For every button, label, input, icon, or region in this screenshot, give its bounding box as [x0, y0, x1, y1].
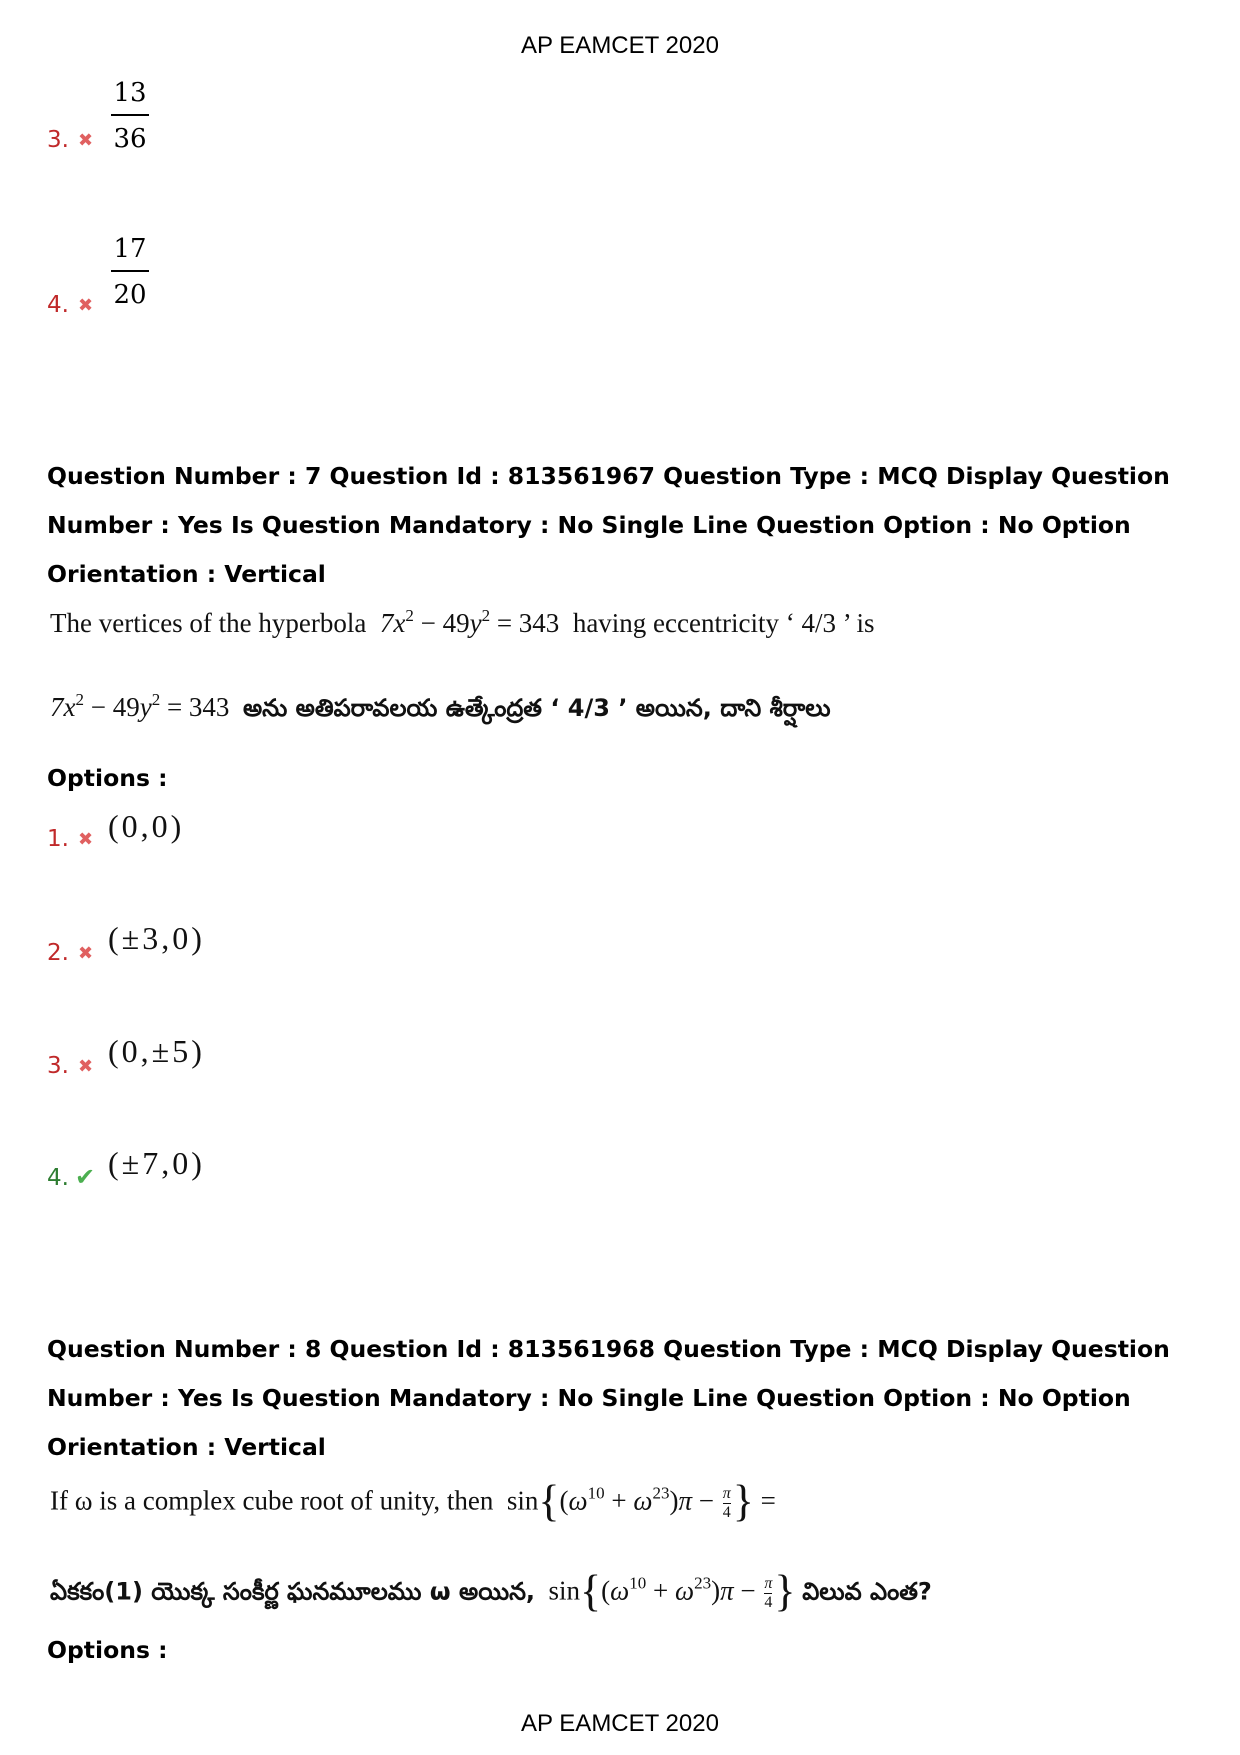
option-value: (0,0) [108, 808, 185, 844]
option-value: (0,±5) [108, 1033, 205, 1069]
fraction-denominator: 20 [113, 280, 147, 310]
question-text-prefix: If ω is a complex cube root of unity, then [50, 1485, 494, 1516]
page-header: AP EAMCET 2020 [521, 32, 719, 59]
option-number: 2. [47, 940, 69, 966]
question-8-meta: Question Number : 8 Question Id : 813561968 Question Type : MCQ Display Question Number : Yes Is Question Mandatory : No Single Line Question Option : No Option Orientation : Vertical [47, 1335, 1170, 1461]
wrong-mark-icon: ✖ [78, 295, 94, 316]
question-8-text-english: If ω is a complex cube root of unity, then $\sin\{(\omega^{10} + \omega^{23})\pi - \frac{\pi}{4}$ } = [50, 1476, 776, 1526]
option-number: 4. [47, 292, 69, 318]
question-text-telugu-suffix: అను అతిపరావలయ ఉత్కేంద్రత ‘ 4/3 ’ అయిన, దాని శీర్షాలు [242, 694, 831, 722]
correct-check-icon: ✔ [75, 1163, 96, 1191]
options-label: Options : [47, 1636, 168, 1664]
page-footer: AP EAMCET 2020 [521, 1710, 719, 1737]
option-number: 1. [47, 826, 69, 852]
question-7-text-english: The vertices of the hyperbola $7x^2 - 49y^2 = 343$ having eccentricity ‘ 4/3 ’ is [50, 606, 875, 638]
wrong-mark-icon: ✖ [78, 1056, 94, 1077]
question-8-text-telugu: ఏకకం(1) యొక్క సంకీర్ణ ఘనమూలము ω అయిన, $\sin\{(\omega^{10} + \omega^{23})\pi - \frac{\pi}{4}$ } విలువ ఎంత? [50, 1566, 932, 1616]
option-value: (±7,0) [108, 1145, 205, 1181]
option-number: 3. [47, 127, 69, 153]
fraction-bar [111, 114, 149, 116]
options-label: Options : [47, 764, 168, 792]
question-7-text-telugu: $7x^2 - 49y^2 = 343$ అను అతిపరావలయ ఉత్కేంద్రత ‘ 4/3 ’ అయిన, దాని శీర్షాలు [50, 690, 831, 722]
wrong-mark-icon: ✖ [78, 130, 94, 151]
wrong-mark-icon: ✖ [78, 829, 94, 850]
question-text-telugu-prefix: ఏకకం(1) యొక్క సంకీర్ణ ఘనమూలము ω అయిన, [50, 1577, 536, 1606]
option-number: 3. [47, 1053, 69, 1079]
fraction-numerator: 13 [113, 78, 147, 108]
option-value: (±3,0) [108, 920, 205, 956]
fraction-bar [111, 270, 149, 272]
wrong-mark-icon: ✖ [78, 943, 94, 964]
question-7-meta: Question Number : 7 Question Id : 813561967 Question Type : MCQ Display Question Number : Yes Is Question Mandatory : No Single Line Question Option : No Option Orientation : Vertical [47, 462, 1170, 588]
option-fraction [108, 78, 152, 154]
option-fraction [108, 234, 152, 310]
question-text-suffix: having eccentricity ‘ 4/3 ’ is [572, 608, 875, 638]
pi-over-4-fraction: $\frac{\pi}{4}$ [722, 1485, 731, 1521]
question-text-telugu-suffix: విలువ ఎంత? [802, 1577, 932, 1606]
fraction-denominator: 36 [113, 124, 147, 154]
fraction-numerator: 17 [113, 234, 147, 264]
question-text-prefix: The vertices of the hyperbola [50, 608, 367, 638]
pi-over-4-fraction: $\frac{\pi}{4}$ [764, 1575, 773, 1611]
option-number: 4. [47, 1165, 69, 1191]
